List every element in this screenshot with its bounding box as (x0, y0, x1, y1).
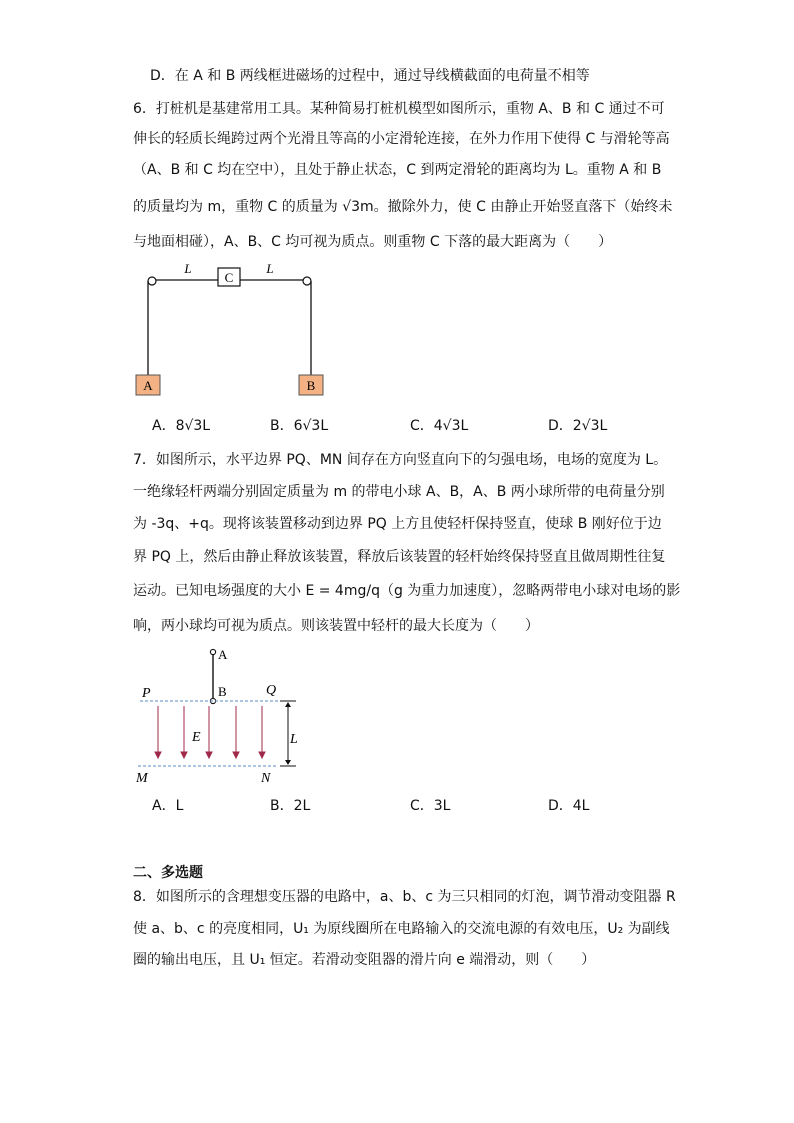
left-length-label: L (184, 262, 192, 276)
q6-option-a[interactable]: A．8√3L (152, 418, 211, 434)
q6-text-line-4: 的质量均为 m，重物 C 的质量为 √3m。撤除外力，使 C 由静止开始竖直落下（始终未 (133, 199, 673, 215)
ball-a-icon (210, 649, 215, 654)
left-pulley-icon (148, 277, 156, 285)
q6-option-b[interactable]: B．6√3L (270, 418, 329, 434)
width-l-label: L (290, 732, 298, 747)
q7-text-line-5: 运动。已知电场强度的大小 E = 4mg/q（g 为重力加速度），忽略两带电小球对电场的影 (133, 583, 681, 599)
weight-a-label: A (143, 378, 153, 393)
q6-option-d[interactable]: D．2√3L (548, 418, 608, 434)
q7-text-line-2: 一绝缘轻杆两端分别固定质量为 m 的带电小球 A、B，A、B 两小球所带的电荷量分别 (133, 484, 665, 500)
q8-text-line-1: 8．如图所示的含理想变压器的电路中，a、b、c 为三只相同的灯泡，调节滑动变阻器 R (133, 889, 676, 905)
ball-b-label: B (218, 684, 227, 699)
q7-text-line-6: 响，两小球均可视为质点。则该装置中轻杆的最大长度为（ ） (133, 618, 539, 634)
q7-option-b[interactable]: B．2L (270, 798, 311, 814)
q8-text-line-3: 圈的输出电压，且 U₁ 恒定。若滑动变阻器的滑片向 e 端滑动，则（ ） (133, 952, 596, 968)
weight-b-label: B (306, 378, 316, 393)
label-q: Q (266, 683, 277, 698)
q6-text-line-3: （A、B 和 C 均在空中），且处于静止状态，C 到两定滑轮的距离均为 L。重物 A 和 B (133, 162, 662, 178)
q7-option-a[interactable]: A．L (152, 798, 184, 814)
right-length-label: L (266, 262, 274, 276)
q6-option-c[interactable]: C．4√3L (410, 418, 469, 434)
label-n: N (261, 771, 271, 786)
q6-text-line-5: 与地面相碰），A、B、C 均可视为质点。则重物 C 下落的最大距离为（ ） (133, 234, 613, 250)
ball-a-label: A (218, 647, 228, 662)
section-title-multiple-choice: 二、多选题 (133, 865, 203, 881)
q6-text-line-1: 6．打桩机是基建常用工具。某种简易打桩机模型如图所示，重物 A、B 和 C 通过不可 (133, 101, 665, 117)
q7-option-c[interactable]: C．3L (410, 798, 451, 814)
q7-option-d[interactable]: D．4L (548, 798, 590, 814)
q7-electric-field-figure (130, 642, 330, 792)
q7-text-line-3: 为 -3q、+q。现将该装置移动到边界 PQ 上方且使轻杆保持竖直，使球 B 刚好位于边 (133, 516, 662, 532)
field-e-label: E (192, 730, 201, 745)
q5-option-d: D．在 A 和 B 两线框进磁场的过程中，通过导线横截面的电荷量不相等 (150, 68, 590, 84)
weight-c-label: C (224, 270, 234, 285)
q8-text-line-2: 使 a、b、c 的亮度相同，U₁ 为原线圈所在电路输入的交流电源的有效电压，U₂ 为副线 (133, 921, 670, 937)
q6-pulley-figure (130, 262, 330, 402)
q7-text-line-1: 7．如图所示，水平边界 PQ、MN 间存在方向竖直向下的匀强电场，电场的宽度为 L。 (133, 452, 668, 468)
label-m: M (136, 771, 148, 786)
label-p: P (142, 686, 151, 701)
q7-text-line-4: 界 PQ 上，然后由静止释放该装置，释放后该装置的轻杆始终保持竖直且做周期性往复 (133, 549, 666, 565)
q6-text-line-2: 伸长的轻质长绳跨过两个光滑且等高的小定滑轮连接，在外力作用下使得 C 与滑轮等高 (133, 131, 670, 147)
right-pulley-icon (303, 277, 311, 285)
